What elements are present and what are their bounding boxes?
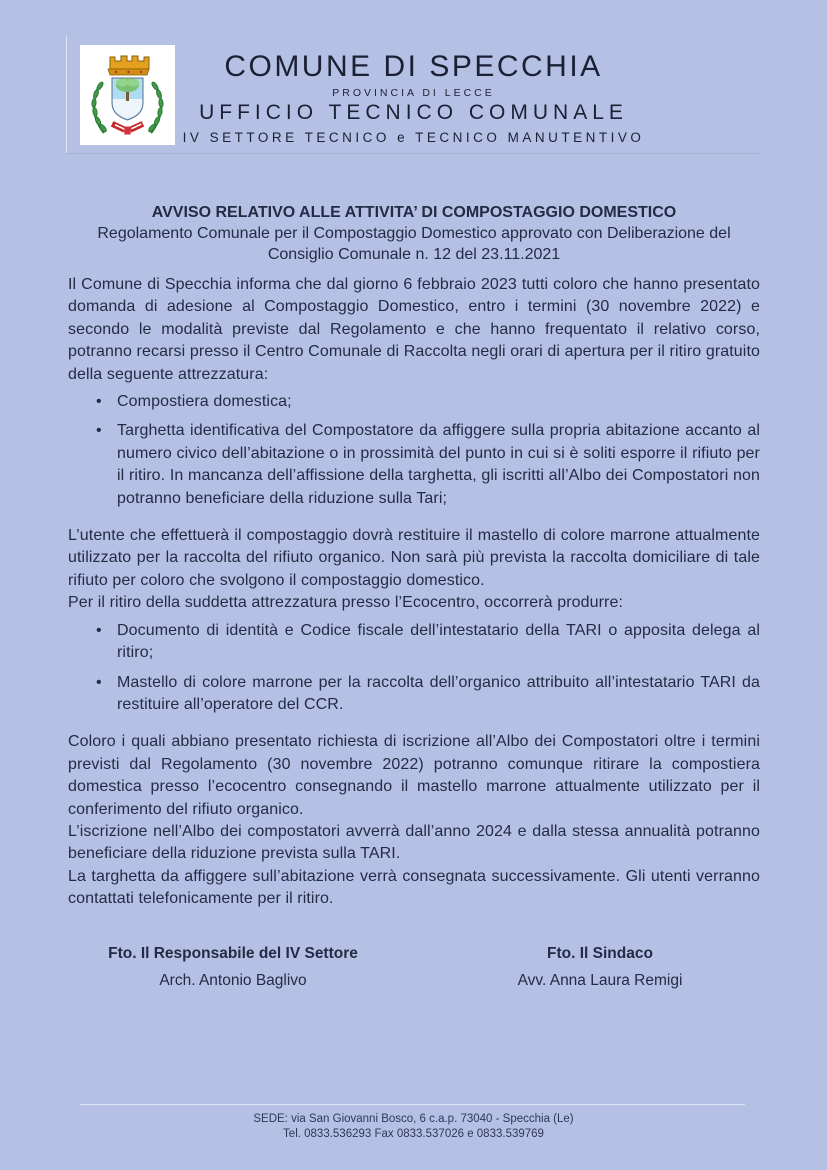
letterhead (60, 50, 767, 145)
paragraph-late-requests: Coloro i quali abbiano presentato richiesta di iscrizione all’Albo dei Compostatori oltre i termini previsti dal Regolamento (30 novembre 2022) potranno comunque ritirare la compostiera domestica presso l’ecocentro consegnando il mastello marrone attualmente utilizzato per il conferimento del rifiuto organico. (68, 733, 760, 818)
footer (60, 1112, 767, 1142)
documents-list (68, 620, 760, 717)
signature-name: Arch. Antonio Baglivo (159, 971, 307, 989)
footer-rule (80, 1104, 745, 1105)
paragraph-ritiro-intro: Per il ritiro della suddetta attrezzatura presso l’Ecocentro, occorrerà produrre: (68, 594, 624, 612)
paragraph-targhetta: La targhetta da affiggere sull’abitazione verrà consegnata successivamente. Gli utenti verranno contattati telefonicamente per il ritiro. (68, 867, 760, 908)
signature-name: Avv. Anna Laura Remigi (517, 971, 683, 989)
org-name: COMUNE DI SPECCHIA (224, 50, 603, 83)
notice-subtitle: Regolamento Comunale per il Compostaggio Domestico approvato con Deliberazione del Consiglio Comunale n. 12 del 23.11.2021 (97, 225, 731, 263)
signature-block (68, 945, 760, 990)
list-item: • Mastello di colore marrone per la raccolta dell’organico attribuito all’intestatario TARI da restituire all’operatore del CCR. (117, 672, 760, 717)
paragraph-intro: Il Comune di Specchia informa che dal giorno 6 febbraio 2023 tutti coloro che hanno presentato domanda di adesione al Compostaggio Domestico, entro i termini (30 novembre 2022) e secondo le modalità previste dal Regolamento e che hanno frequentato il relativo corso, potranno recarsi presso il Centro Comunale di Raccolta negli orari di apertura per il ritiro gratuito della seguente attrezzatura: (68, 276, 760, 383)
footer-contacts: Tel. 0833.536293 Fax 0833.537026 e 0833.539769 (283, 1128, 544, 1140)
office-line: UFFICIO TECNICO COMUNALE (199, 101, 628, 124)
footer-address: SEDE: via San Giovanni Bosco, 6 c.a.p. 73040 - Specchia (Le) (253, 1113, 574, 1125)
equipment-list (68, 391, 760, 510)
sector-line: IV SETTORE TECNICO e TECNICO MANUTENTIVO (182, 130, 645, 145)
paragraph-mastello: L’utente che effettuerà il compostaggio dovrà restituire il mastello di colore marrone attualmente utilizzato per la raccolta del rifiuto organico. Non sarà più prevista la raccolta domiciliare di tale rifiuto per coloro che svolgono il compostaggio domestico. (68, 527, 760, 589)
signature-right (440, 945, 760, 990)
notice-body (68, 202, 760, 990)
notice-title: AVVISO RELATIVO ALLE ATTIVITA’ DI COMPOSTAGGIO DOMESTICO (151, 204, 677, 221)
signature-role: Fto. Il Sindaco (547, 944, 653, 962)
list-item: • Targhetta identificativa del Compostatore da affiggere sulla propria abitazione accanto al numero civico dell’abitazione o in prossimità del punto in cui si è soliti esporre il rifiuto per il ritiro. In mancanza dell’affissione della targhetta, gli iscritti all’Albo dei Compostatori non potranno beneficiare della riduzione sulla Tari; (117, 420, 760, 510)
signature-left (68, 945, 398, 990)
province-line: PROVINCIA DI LECCE (332, 87, 495, 99)
paragraph-albo-2024: L’iscrizione nell’Albo dei compostatori avverrà dall’anno 2024 e dalla stessa annualità potranno beneficiare della riduzione prevista sulla TARI. (68, 822, 760, 863)
list-item: • Compostiera domestica; (117, 391, 760, 413)
list-item: • Documento di identità e Codice fiscale dell’intestatario della TARI o apposita delega al ritiro; (117, 620, 760, 665)
letterhead-horizontal-rule (66, 153, 761, 154)
signature-role: Fto. Il Responsabile del IV Settore (108, 944, 358, 962)
